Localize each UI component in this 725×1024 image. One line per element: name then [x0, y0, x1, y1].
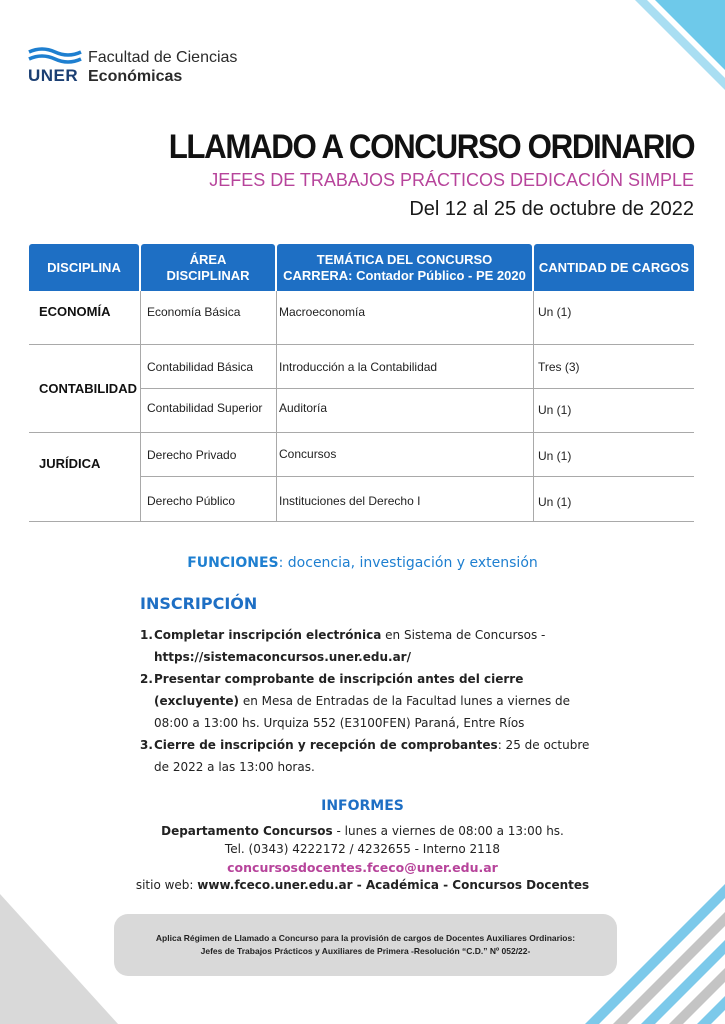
- header-tematica: TEMÁTICA DEL CONCURSO CARRERA: Contador Público - PE 2020: [277, 244, 532, 291]
- informes-heading: INFORMES: [321, 798, 404, 814]
- bottom-left-corner-decoration: [0, 894, 120, 1024]
- cell-cantidad: Un (1): [538, 495, 572, 509]
- uner-logo: [28, 46, 258, 90]
- informes-phone: Tel. (0343) 4222172 / 4232655 - Interno 2118: [224, 842, 501, 856]
- discipline-economia: ECONOMÍA: [39, 304, 111, 319]
- waves-icon: [28, 46, 82, 64]
- cell-tematica: Introducción a la Contabilidad: [279, 360, 438, 374]
- top-right-corner-decoration: [635, 0, 725, 90]
- funciones-line: [0, 555, 725, 571]
- inscripcion-steps: [140, 624, 600, 778]
- list-item: 3. Cierre de inscripción y recepción de comprobantes: 25 de octubre de 2022 a las 13:00 horas.: [140, 738, 590, 774]
- informes-email-line: [0, 860, 725, 875]
- list-item: 2. Presentar comprobante de inscripción antes del cierre (excluyente) en Mesa de Entradas de la Facultad lunes a viernes de 08:00 a 13:00 hs. Urquiza 552 (E3100FEN) Paraná, Entre Ríos: [140, 672, 571, 730]
- sistema-concursos-link[interactable]: https://sistemaconcursos.uner.edu.ar/: [154, 650, 411, 664]
- cell-tematica: Concursos: [279, 447, 337, 461]
- positions-table: [29, 244, 694, 524]
- cell-tematica: Auditoría: [279, 401, 328, 415]
- row-divider: [29, 432, 694, 433]
- email-link[interactable]: concursosdocentes.fceco@uner.edu.ar: [227, 860, 498, 875]
- header-area: ÁREA DISCIPLINAR: [141, 244, 275, 291]
- inscripcion-heading: INSCRIPCIÓN: [140, 594, 258, 613]
- informes-web: sitio web: www.fceco.uner.edu.ar - Académica - Concursos Docentes: [135, 878, 590, 892]
- page-subtitle: JEFES DE TRABAJOS PRÁCTICOS DEDICACIÓN SIMPLE: [209, 170, 694, 190]
- cell-tematica: Macroeconomía: [279, 305, 366, 319]
- row-divider: [29, 521, 694, 522]
- funciones-text: : docencia, investigación y extensión: [278, 555, 538, 571]
- note-line-2: Jefes de Trabajos Prácticos y Auxiliares de Primera -Resolución “C.D.” Nº 052/22-: [200, 946, 531, 956]
- discipline-contabilidad: CONTABILIDAD: [39, 381, 137, 396]
- cell-cantidad: Un (1): [538, 403, 572, 417]
- column-divider: [276, 291, 277, 521]
- cell-cantidad: Un (1): [538, 305, 572, 319]
- cell-area: Contabilidad Superior: [147, 401, 263, 415]
- logo-line-1: Facultad de Ciencias: [88, 49, 238, 66]
- header-cantidad: CANTIDAD DE CARGOS: [534, 244, 694, 291]
- funciones-label: FUNCIONES: [187, 555, 279, 571]
- cell-cantidad: Tres (3): [538, 360, 580, 374]
- header-disciplina: DISCIPLINA: [29, 244, 139, 291]
- cell-area: Economía Básica: [147, 305, 241, 319]
- cell-area: Derecho Público: [147, 494, 236, 508]
- page-title: LLAMADO A CONCURSO ORDINARIO: [168, 128, 694, 166]
- regulation-note: [114, 914, 617, 976]
- note-line-1: Aplica Régimen de Llamado a Concurso para la provisión de cargos de Docentes Auxiliares Ordinarios:: [155, 933, 576, 943]
- row-divider: [29, 344, 694, 345]
- column-divider: [140, 291, 141, 521]
- row-divider: [141, 476, 694, 477]
- logo-brand: UNER: [28, 66, 79, 85]
- logo-line-2: Económicas: [88, 68, 183, 85]
- call-dates: Del 12 al 25 de octubre de 2022: [409, 198, 694, 220]
- cell-area: Derecho Privado: [147, 448, 237, 462]
- informes-dept: Departamento Concursos - lunes a viernes de 08:00 a 13:00 hs.: [161, 824, 564, 838]
- list-item: 1. Completar inscripción electrónica en Sistema de Concursos - https://sistemaconcursos.uner.edu.ar/: [140, 628, 546, 664]
- row-divider: [141, 388, 694, 389]
- discipline-juridica: JURÍDICA: [39, 456, 101, 471]
- cell-tematica: Instituciones del Derecho I: [279, 494, 421, 508]
- cell-cantidad: Un (1): [538, 449, 572, 463]
- website-link[interactable]: www.fceco.uner.edu.ar - Académica - Concursos Docentes: [197, 878, 590, 892]
- cell-area: Contabilidad Básica: [147, 360, 254, 374]
- column-divider: [533, 291, 534, 521]
